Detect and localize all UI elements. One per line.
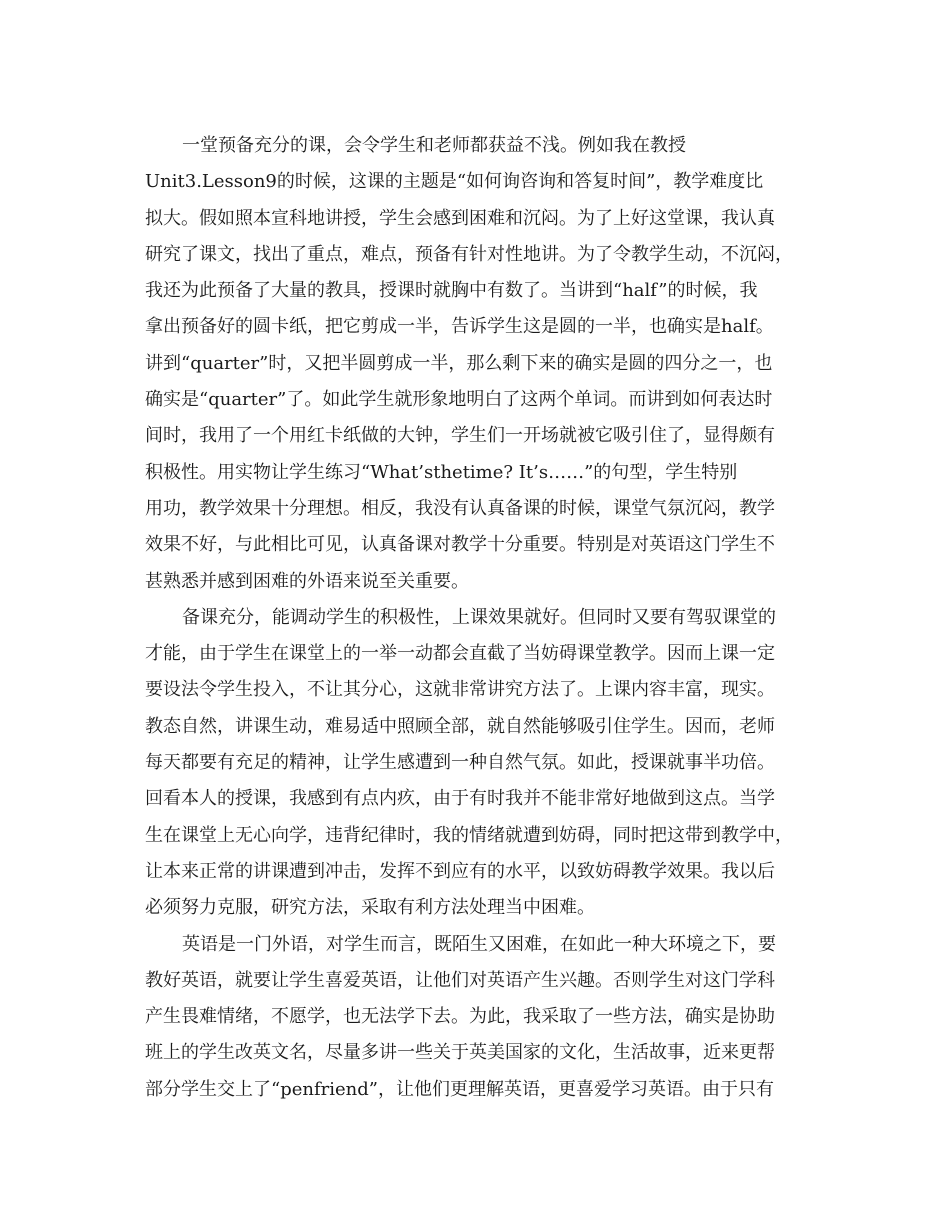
text-line: 部分学生交上了“penfriend”，让他们更理解英语，更喜爱学习英语。由于只有 — [145, 1078, 774, 1100]
text-line: 效果不好，与此相比可见，认真备课对教学十分重要。特别是对英语这门学生不 — [145, 534, 775, 556]
text-line: 回看本人的授课，我感到有点内疚，由于有时我并不能非常好地做到这点。当学 — [145, 788, 775, 810]
document-body-text — [145, 128, 807, 1108]
text-line: 拟大。假如照本宣科地讲授，学生会感到困难和沉闷。为了上好这堂课，我认真 — [145, 207, 775, 229]
text-line: 班上的学生改英文名，尽量多讲一些关于英美国家的文化，生活故事，近来更帮 — [145, 1042, 775, 1064]
paragraph-first-line: 一堂预备充分的课，会令学生和老师都获益不浅。例如我在教授 — [182, 135, 686, 156]
text-line: 我还为此预备了大量的教具，授课时就胸中有数了。当讲到“half”的时候，我 — [145, 280, 758, 302]
text-line: 拿出预备好的圆卡纸，把它剪成一半，告诉学生这是圆的一半，也确实是half。 — [145, 316, 774, 338]
text-line: 才能，由于学生在课堂上的一举一动都会直截了当妨碍课堂教学。因而上课一定 — [145, 643, 775, 665]
text-line: 每天都要有充足的精神，让学生感遭到一种自然气氛。如此，授课就事半功倍。 — [145, 752, 775, 774]
paragraph-first-line: 备课充分，能调动学生的积极性，上课效果就好。但同时又要有驾驭课堂的 — [182, 606, 776, 628]
text-line: 积极性。用实物让学生练习“What’sthetime? It’s……”的句型，学生特别 — [145, 461, 738, 483]
text-line: 甚熟悉并感到困难的外语来说至关重要。 — [145, 570, 469, 592]
text-line: 教态自然，讲课生动，难易适中照顾全部，就自然能够吸引住学生。因而，老师 — [145, 715, 775, 737]
paragraph-first-line: 英语是一门外语，对学生而言，既陌生又困难，在如此一种大环境之下，要 — [182, 933, 776, 955]
text-line: 生在课堂上无心向学，违背纪律时，我的情绪就遭到妨碍，同时把这带到教学中， — [145, 824, 793, 846]
text-line: 间时，我用了一个用红卡纸做的大钟，学生们一开场就被它吸引住了，显得颇有 — [145, 425, 775, 447]
text-line: 教好英语，就要让学生喜爱英语，让他们对英语产生兴趣。否则学生对这门学科 — [145, 969, 775, 991]
text-line: 让本来正常的讲课遭到冲击，发挥不到应有的水平，以致妨碍教学效果。我以后 — [145, 860, 775, 882]
text-line: 必须努力克服，研究方法，采取有利方法处理当中困难。 — [145, 897, 595, 919]
text-line: 研究了课文，找出了重点，难点，预备有针对性地讲。为了令教学生动，不沉闷， — [145, 243, 793, 265]
text-line: 产生畏难情绪，不愿学，也无法学下去。为此，我采取了一些方法，确实是协助 — [145, 1006, 775, 1028]
text-line: 讲到“quarter”时，又把半圆剪成一半，那么剩下来的确实是圆的四分之一，也 — [145, 352, 773, 374]
text-line: 确实是“quarter”了。如此学生就形象地明白了这两个单词。而讲到如何表达时 — [145, 389, 773, 411]
text-line: 要设法令学生投入，不让其分心，这就非常讲究方法了。上课内容丰富，现实。 — [145, 679, 775, 701]
text-line: Unit3.Lesson9的时候，这课的主题是“如何询咨询和答复时间”，教学难度比 — [145, 171, 764, 193]
text-line: 用功，教学效果十分理想。相反，我没有认真备课的时候，课堂气氛沉闷，教学 — [145, 497, 775, 519]
